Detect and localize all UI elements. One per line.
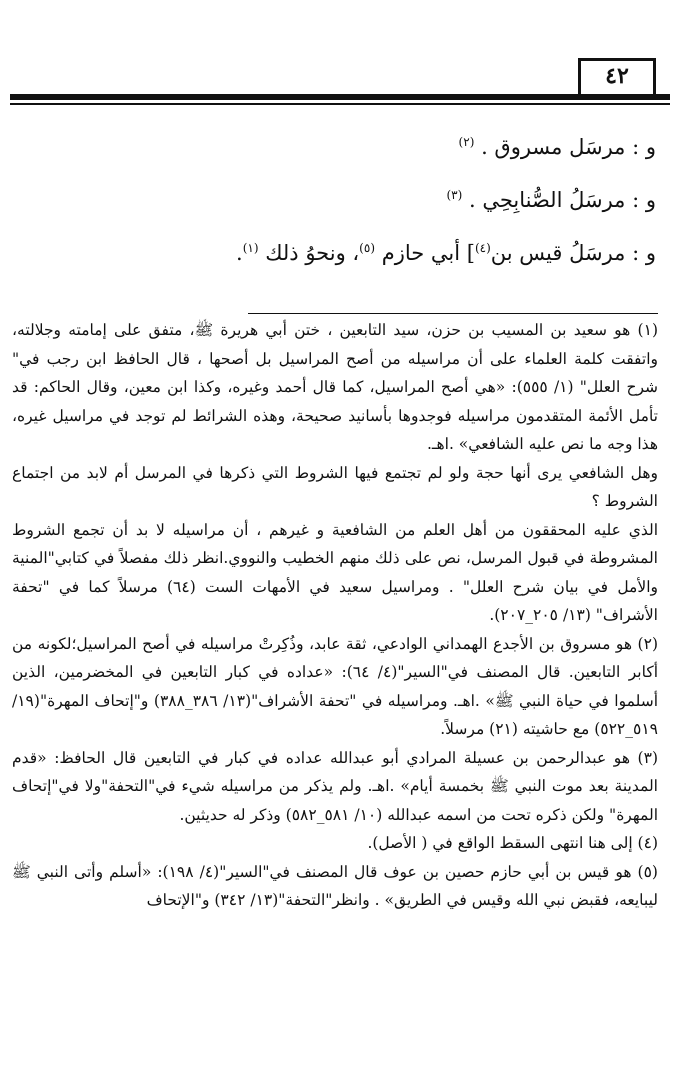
footnote-1: (١) هو سعيد بن المسيب بن حزن، سيد التابعين ، ختن أبي هريرة ﷺ، متفق على إمامته وجلالته، واتفقت كلمة العلماء على أن مراسيله من أصح المراسيل بل أصحها ، قال الحافظ ابن رجب في" شرح العلل" (١/ ٥٥٥): «هي أصح المراسيل، كما قال أحمد وغيره، وكذا ابن معين، وقال الحاكم: قد تأمل الأئمة المتقدمون مراسيله فوجدوها بأسانيد صحيحة، وهذه الشرائط لم توجد في مراسيل غيره، هذا وجه ما نص عليه الشافعي» .اهـ. [12,321,659,453]
header-rule-thin [10,103,670,105]
footnote-separator [248,313,658,314]
footnotes [12,316,658,915]
main-text [60,118,656,277]
text-line-qays: و : مرسَلُ قيس بن$^{(٤)}$] أبي حازم $^{(٥)}$، ونحوُ ذلك $^{(١)}$. [236,241,656,265]
footnote-ref-2: (٢) [458,135,475,149]
footnote-5: (٥) هو قيس بن أبي حازم حصين بن عوف قال المصنف في"السير"(٤/ ١٩٨): «أسلم وأتى النبي ﷺ ليبايعه، فقبض نبي الله وقيس في الطريق» . وانظر"التحفة"(١٣/ ٣٤٢) و"الإتحاف [12,862,658,909]
footnote-1-continued-b: الذي عليه المحققون من أهل العلم من الشافعية و غيرهم ، أن مراسيله لا بد أن تجمع الشروط المشروطة في قبول المرسل، نص على ذلك منهم الخطيب والنووي.انظر ذلك مفصلاً في كتابي"المنية والأمل في بيان شرح العلل" . ومراسيل سعيد في الأمهات الست (٦٤) مرسلاً كما في "تحفة الأشراف" (١٣/ ٢٠٥_٢٠٧). [12,520,658,624]
footnote-ref-1: (١) [242,241,259,255]
footnote-ref-4: (٤) [474,241,491,255]
footnote-4: (٤) إلى هنا انتهى السقط الواقع في ( الأصل). [367,834,658,852]
footnote-1-continued-a: وهل الشافعي يرى أنها حجة ولو لم تجتمع فيها الشروط التي ذكرها في المرسل أم لابد من اجتماع الشروط ؟ [12,463,658,510]
header-rule [10,94,670,100]
footnote-3: (٣) هو عبدالرحمن بن عسيلة المرادي أبو عبدالله عداده في كبار في التابعين قال الحافظ: «قدم المدينة بعد موت النبي ﷺ بخمسة أيام» .اهـ. ولم يذكر من مراسيله شيء في"التحفة"ولا في"إتحاف المهرة" ولكن ذكره تحت من اسمه عبدالله (١٠/ ٥٨١_٥٨٢) وذكر له حديثين. [12,748,658,824]
footnote-ref-3: (٣) [446,188,463,202]
text-line-masruq: و : مرسَل مسروق . $^{(٢)}$ [458,135,656,159]
page-number: ٤٢ [578,58,656,94]
footnote-2: (٢) هو مسروق بن الأجدع الهمداني الوادعي، ثقة عابد، وذُكِرتْ مراسيله في أصح المراسيل؛لكونه من أكابر التابعين. قال المصنف في"السير"(٤/ ٦٤): «عداده في كبار التابعين في المخضرمين، الذين أسلموا في حياة النبي ﷺ» .اهـ. ومراسيله في "تحفة الأشراف"(١٣/ ٣٨٦_٣٨٨) و"إتحاف المهرة"(١٩/ ٥١٩_٥٢٢) مع حاشيته (٢١) مرسلاً. [12,634,659,738]
text-line-sunabihi: و : مرسَلُ الصُّنابِحِي . $^{(٣)}$ [446,188,656,212]
footnote-ref-5: (٥) [359,241,375,255]
